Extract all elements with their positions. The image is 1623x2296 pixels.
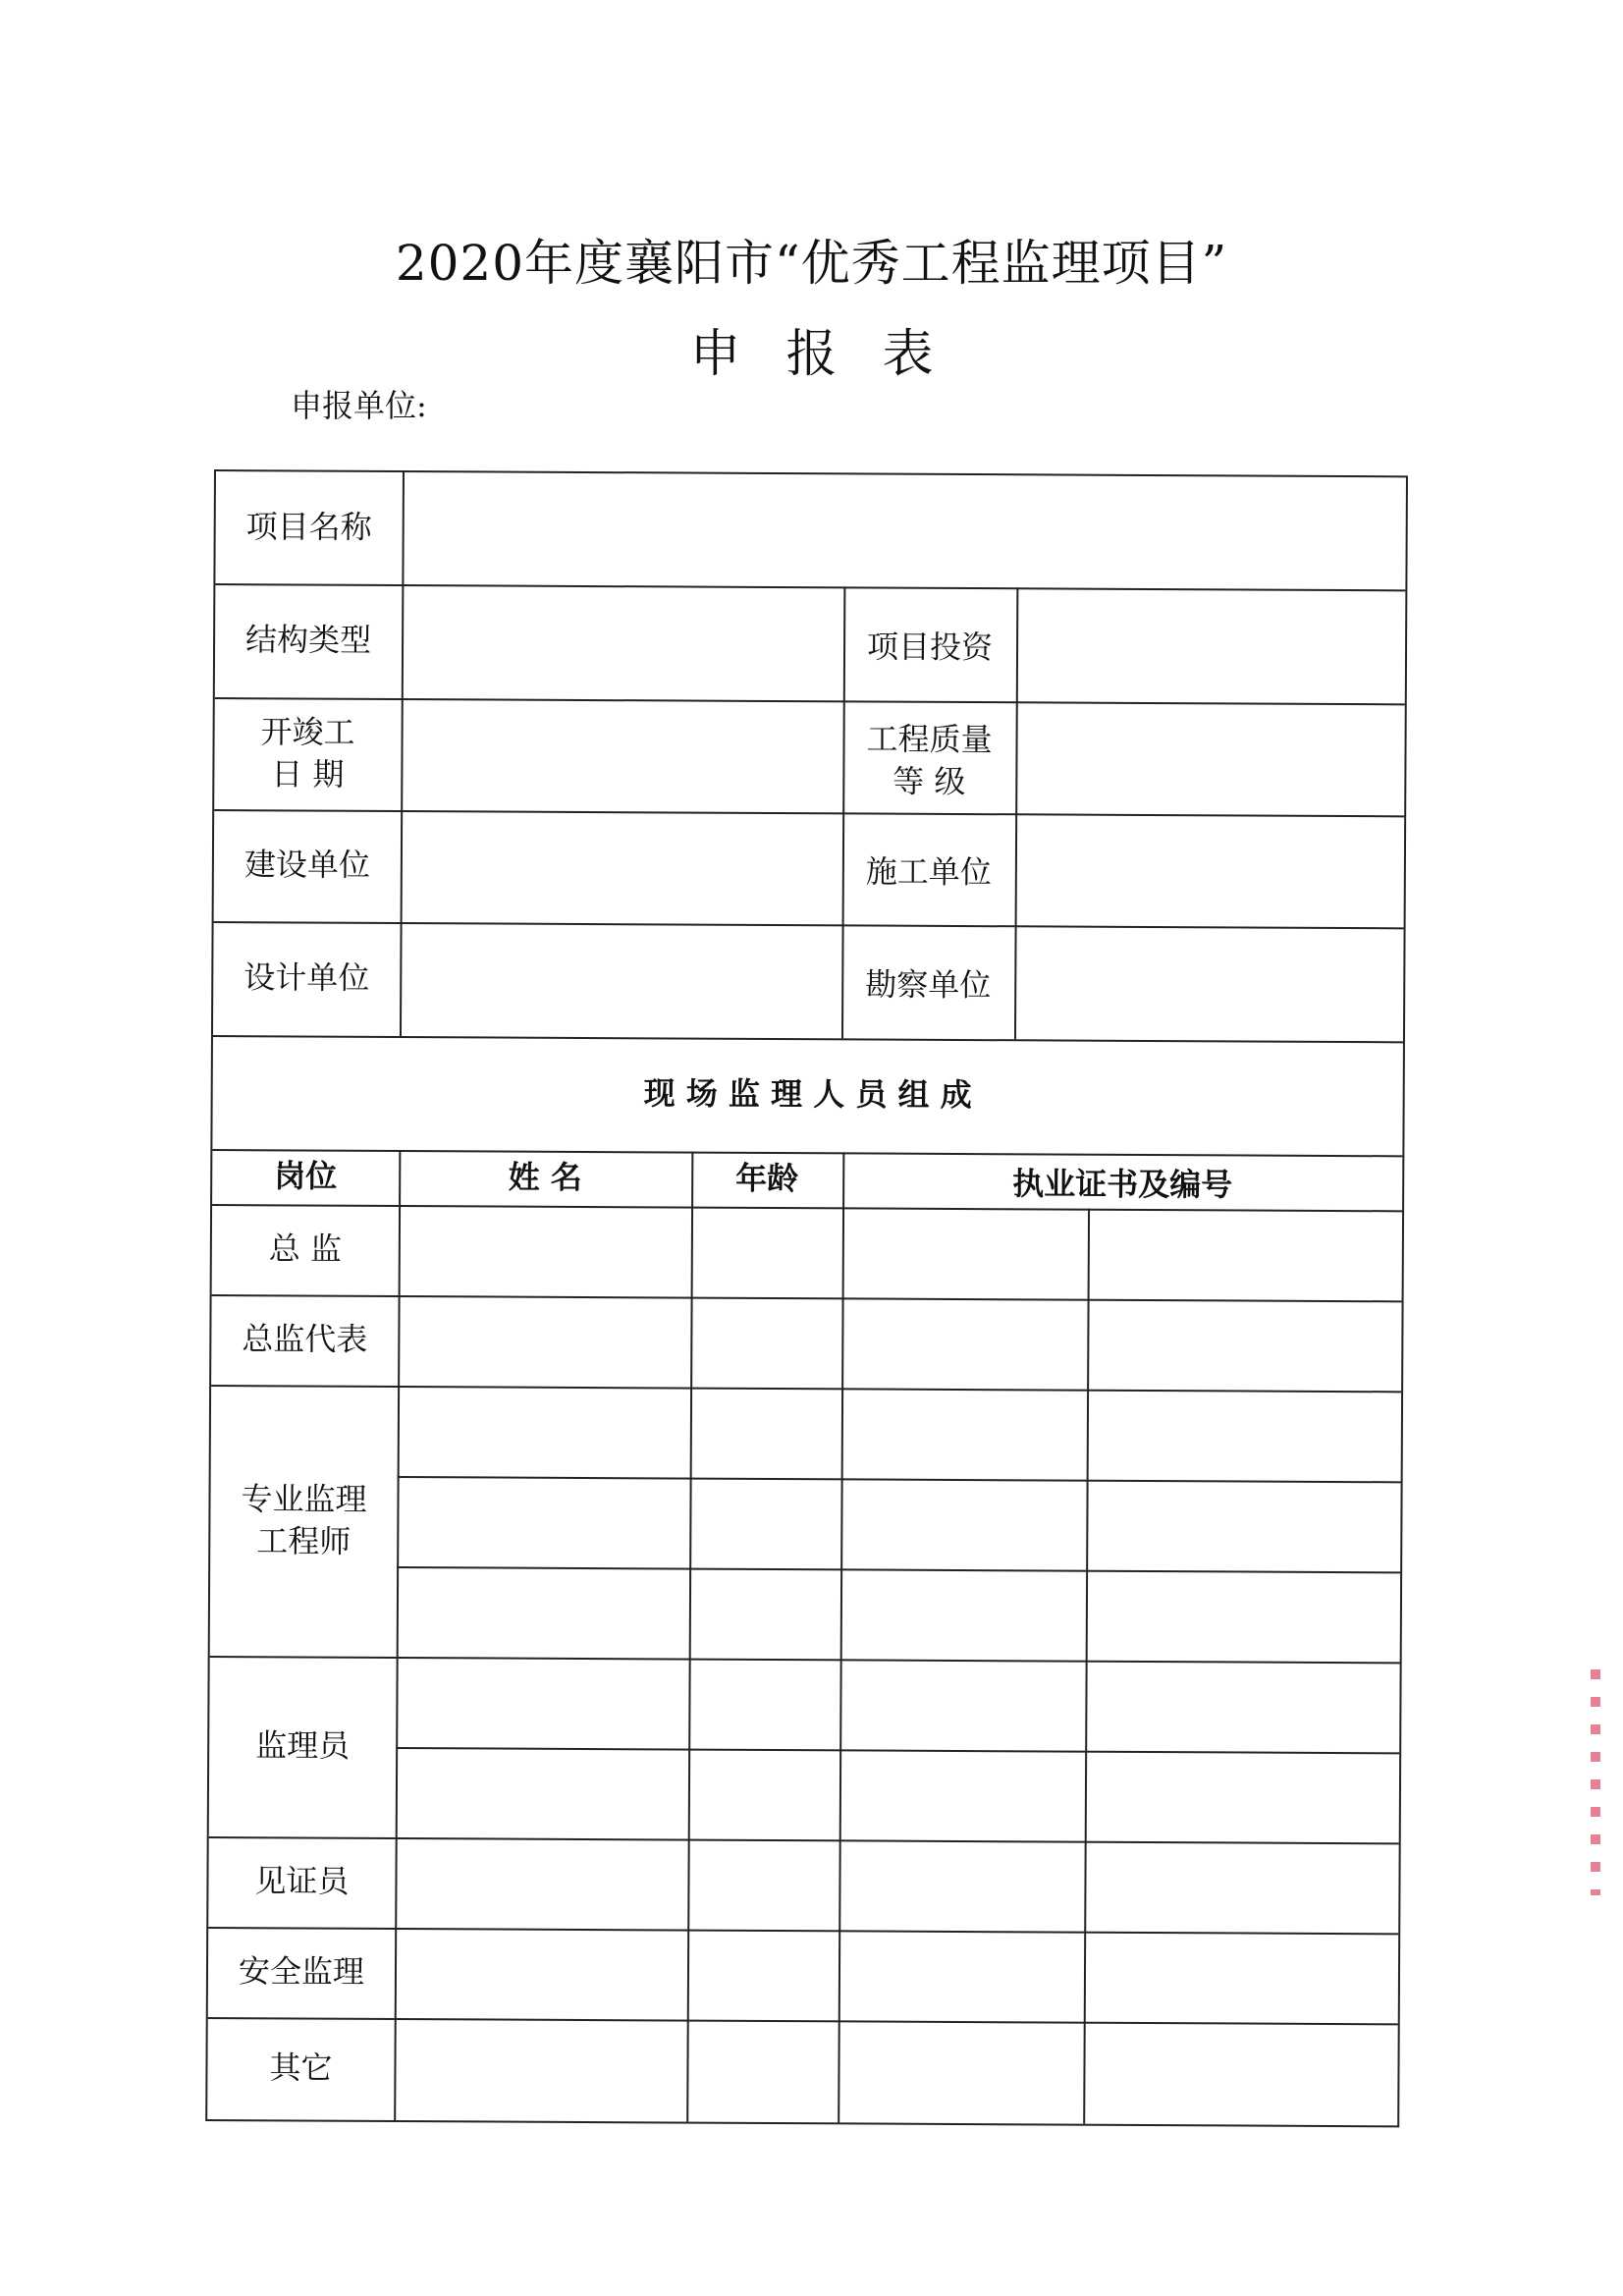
designer-field[interactable] xyxy=(402,922,842,1038)
structure-type-label: 结构类型 xyxy=(244,621,372,660)
start-end-date-label: 开竣工 日 期 xyxy=(260,713,355,793)
header-certificate: 执业证书及编号 xyxy=(1012,1165,1233,1204)
red-seal-mark xyxy=(1591,1669,1600,1895)
header-age: 年龄 xyxy=(735,1160,799,1198)
application-form-table xyxy=(205,469,1408,2127)
start-end-date-field[interactable] xyxy=(403,698,843,812)
role-chief-rep: 总监代表 xyxy=(242,1320,368,1359)
role-specialist: 专业监理 工程师 xyxy=(241,1479,367,1560)
surveyor-field[interactable] xyxy=(1016,925,1404,1041)
project-name-field[interactable] xyxy=(404,472,1406,589)
form-subtitle: 申报表 xyxy=(689,325,979,384)
construction-owner-label: 建设单位 xyxy=(243,846,370,885)
role-supervisor: 监理员 xyxy=(255,1726,351,1766)
investment-label: 项目投资 xyxy=(866,628,994,667)
role-chief: 总 监 xyxy=(268,1230,343,1269)
role-safety: 安全监理 xyxy=(238,1952,365,1992)
form-title: 2020年度襄阳市“优秀工程监理项目” xyxy=(395,235,1228,292)
builder-label: 施工单位 xyxy=(865,852,992,892)
role-witness: 见证员 xyxy=(254,1862,350,1901)
investment-field[interactable] xyxy=(1018,587,1406,703)
header-position: 岗位 xyxy=(274,1157,338,1196)
structure-type-field[interactable] xyxy=(404,584,844,700)
quality-grade-field[interactable] xyxy=(1017,701,1405,815)
project-name-label: 项目名称 xyxy=(245,508,372,547)
surveyor-label: 勘察单位 xyxy=(865,965,992,1005)
builder-field[interactable] xyxy=(1017,813,1405,927)
applicant-label: 申报单位: xyxy=(291,387,427,424)
role-other: 其它 xyxy=(269,2049,333,2088)
construction-owner-field[interactable] xyxy=(403,810,843,924)
quality-grade-label: 工程质量 等 级 xyxy=(866,720,993,801)
staff-section-title: 现 场 监 理 人 员 组 成 xyxy=(643,1074,972,1115)
designer-label: 设计单位 xyxy=(243,958,370,998)
header-name: 姓 名 xyxy=(508,1158,582,1197)
